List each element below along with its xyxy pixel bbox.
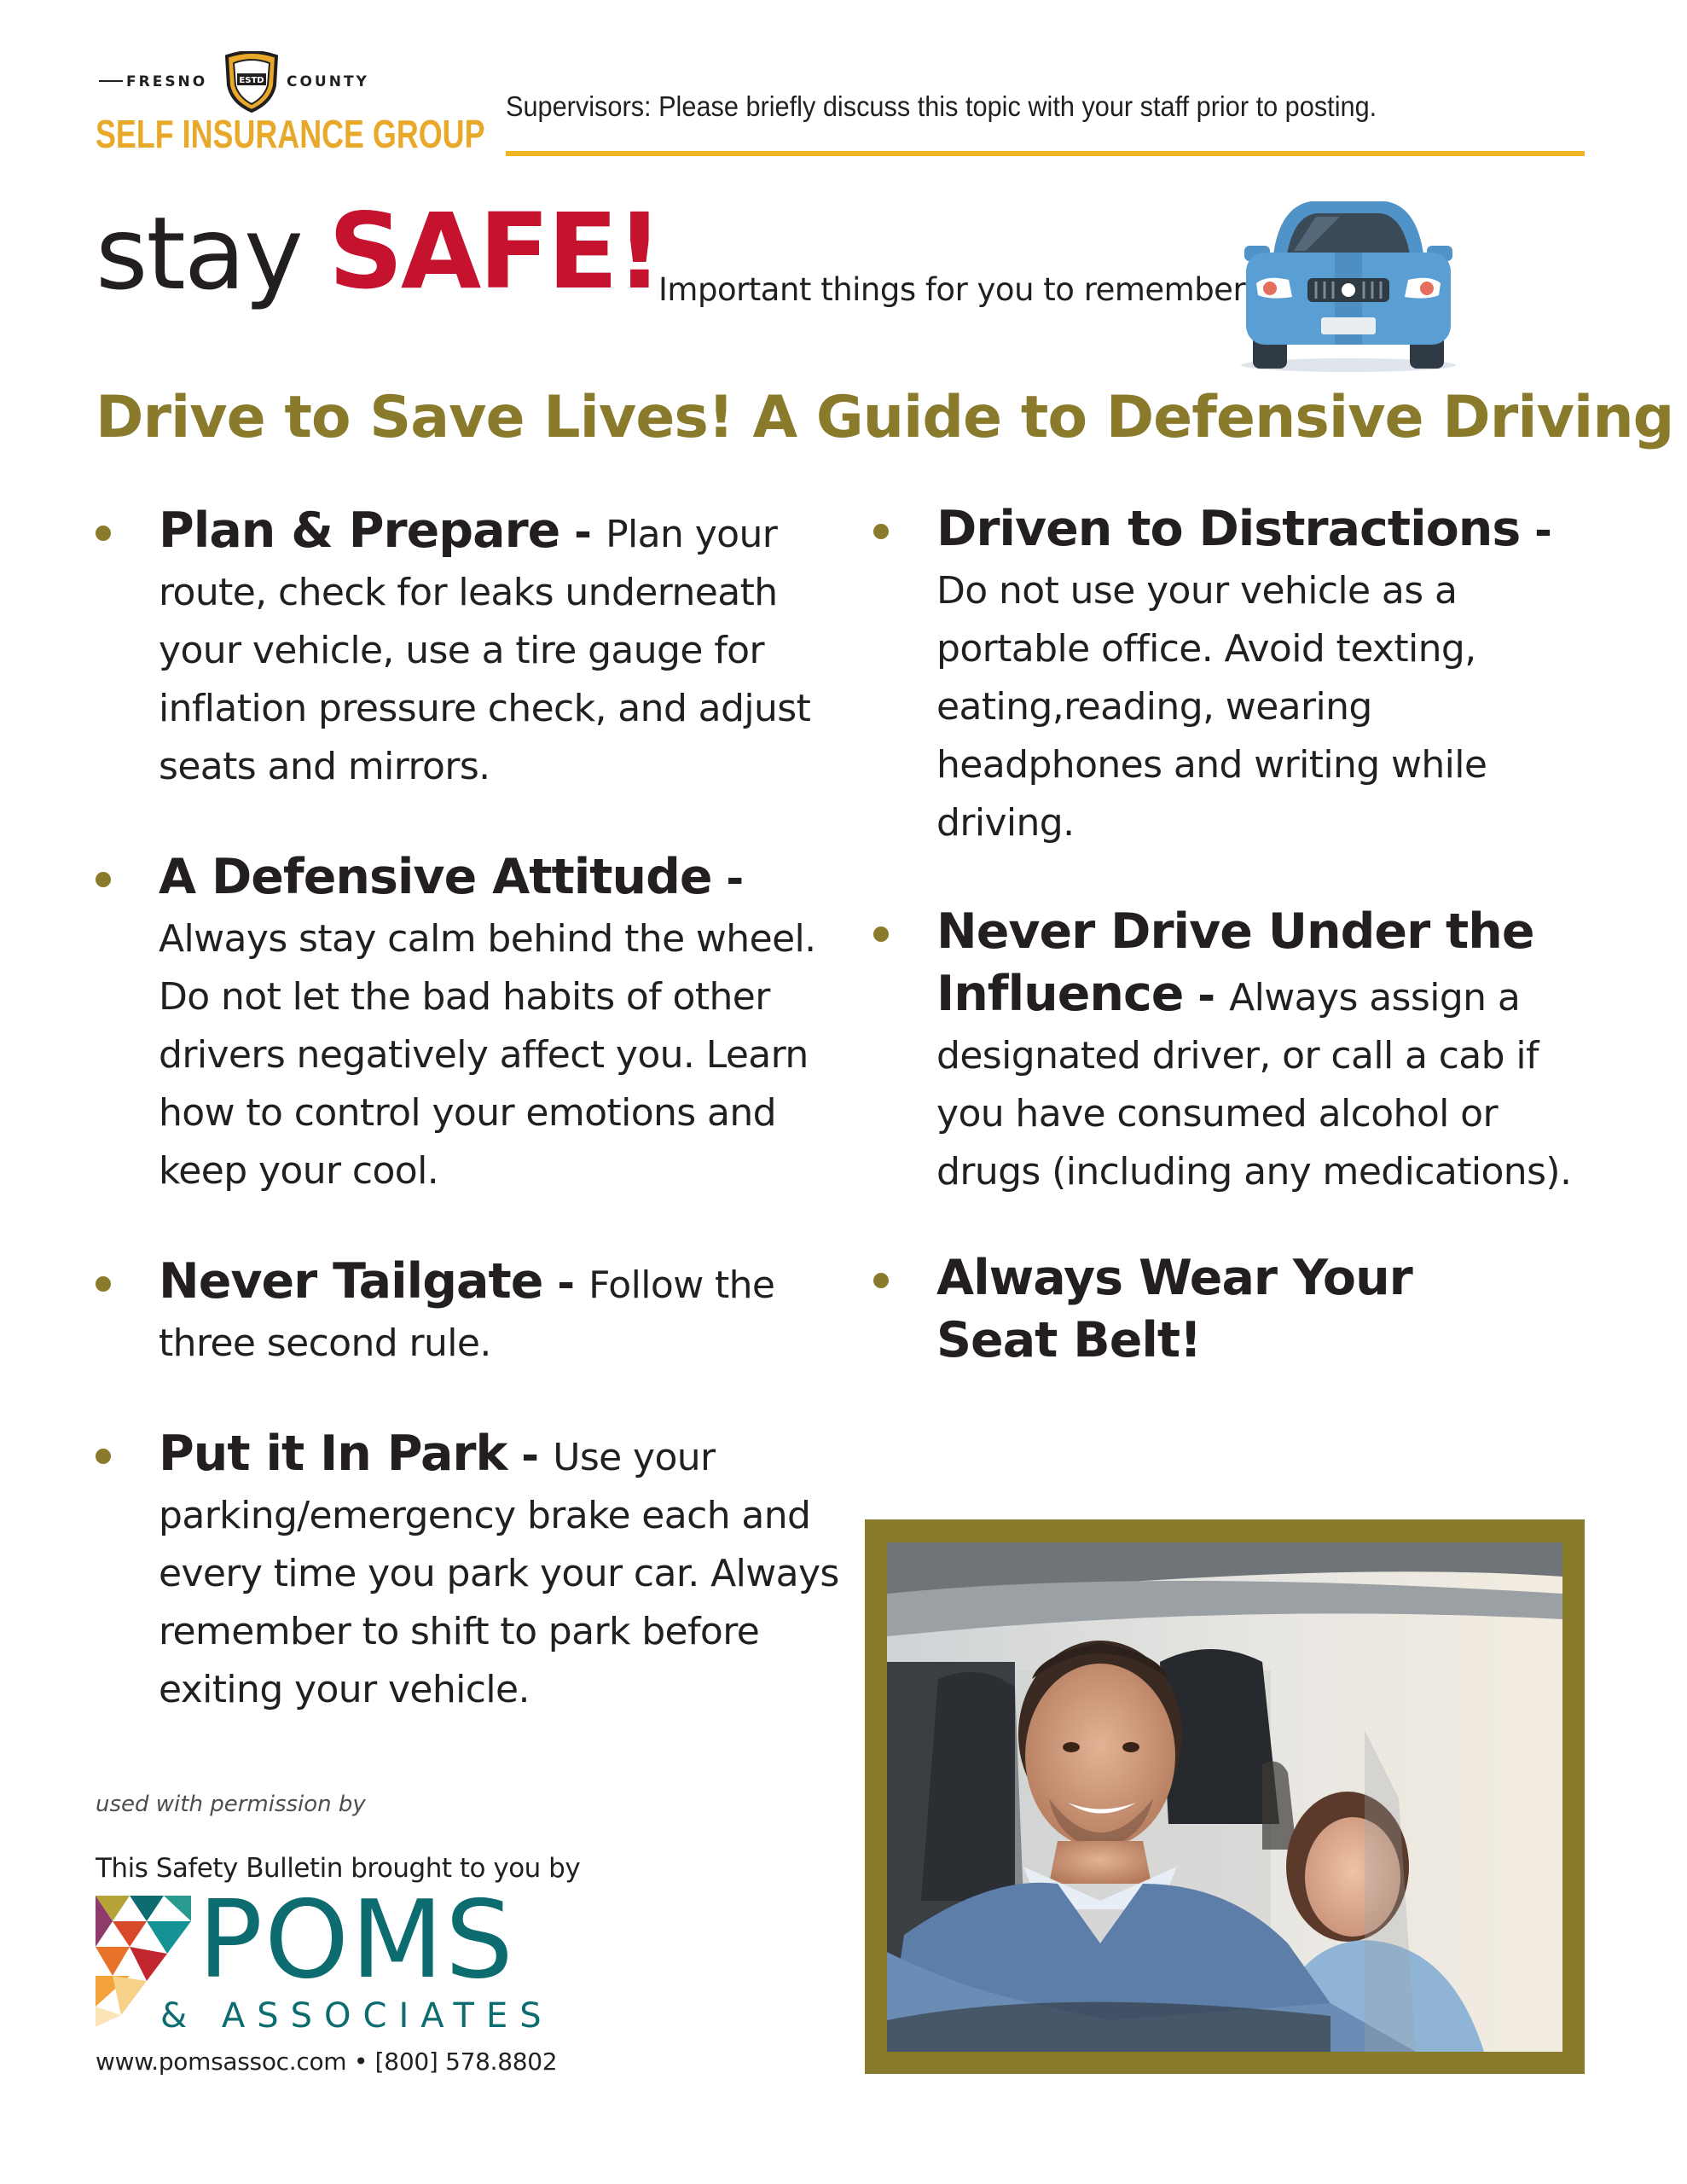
driver-photo [887,1542,1562,2052]
tip-seat-belt [873,1249,1522,1374]
fresno-county-logo [96,48,485,167]
bullet-icon [873,926,889,942]
emblem-label: ESTD [239,76,264,85]
tip-title: Never Tailgate [159,1253,543,1310]
headline: Drive to Save Lives! A Guide to Defensive Driving [96,384,1674,451]
bullet-icon [873,524,889,539]
tip-put-in-park [96,1425,846,1719]
tip-text: Use your parking/emergency brake each and every time you park your car. Always remember to shift to park before exiting your vehicle. [159,1436,839,1711]
tip-title: Always Wear Your Seat Belt! [936,1250,1412,1368]
logo-main-text: SELF INSURANCE GROUP [96,112,485,156]
tip-text: Always stay calm behind the wheel. Do not let the bad habits of other drivers negatively affect you. Learn how to control your emotions and keep your cool. [159,917,816,1193]
poms-wordmark: POMS [198,1877,515,2002]
tip-plan-prepare [96,502,846,796]
shield-emblem-icon [222,51,281,113]
tip-text: Do not use your vehicle as a portable office. Avoid texting, eating,reading, wearing headphones and writing while driving. [936,569,1487,845]
header-rule [506,151,1585,156]
supervisor-note: Supervisors: Please briefly discuss this topic with your staff prior to posting. [506,90,1377,122]
tip-separator: - [1520,506,1552,555]
tip-separator: - [507,1431,554,1480]
tip-title: Driven to Distractions [936,501,1521,557]
logo-right-word: COUNTY [287,73,369,90]
tip-text: Plan your route, check for leaks underneath your vehicle, use a tire gauge for inflation pressure check, and adjust seats and mirrors. [159,513,811,788]
used-permission-note: used with permission by [96,1792,366,1817]
bullet-icon [96,872,111,887]
poms-associates: & ASSOCIATES [160,1996,554,2036]
logo-rule-left [99,80,123,82]
tip-text: Always assign a designated driver, or call a cab if you have consumed alcohol or drugs (including any medications). [936,976,1572,1194]
tip-never-drive-influence [873,903,1607,1201]
banner-subtitle: Important things for you to remember [658,271,1246,308]
poms-contact: www.pomsassoc.com • [800] 578.8802 [96,2048,558,2076]
tip-title: Put it In Park [159,1426,507,1482]
bullet-icon [873,1273,889,1288]
tip-text: Follow the three second rule. [159,1263,775,1365]
tip-separator: - [559,508,606,557]
tip-title: A Defensive Attitude [159,849,712,905]
tip-separator: - [711,854,744,903]
bullet-icon [96,1276,111,1292]
safe-word: SAFE! [328,191,661,312]
tip-defensive-attitude [96,848,846,1200]
brought-by-text: This Safety Bulletin brought to you by [96,1853,581,1884]
car-icon [1232,195,1464,374]
tip-never-tailgate [96,1252,846,1373]
stay-word: stay [96,195,302,312]
tip-separator: - [542,1258,589,1308]
tip-driven-distractions [873,500,1607,852]
bullet-icon [96,526,111,541]
tip-title: Plan & Prepare [159,502,560,559]
logo-left-word: FRESNO [126,73,208,90]
tip-separator: - [1183,971,1230,1020]
bullet-icon [96,1449,111,1464]
tip-title: Never Drive Under the Influence [936,903,1534,1022]
